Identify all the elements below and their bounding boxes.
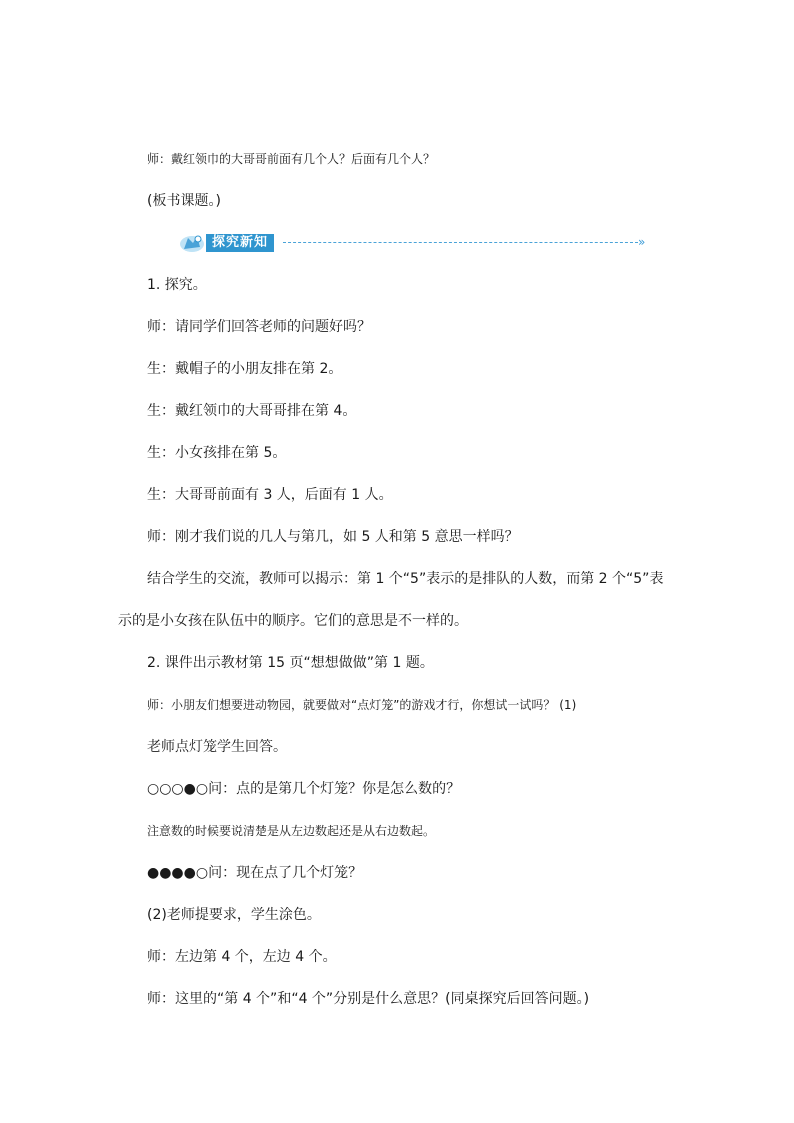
lantern-question: ●●●●○问：现在点了几个灯笼？ [147,865,363,881]
double-arrow-icon: » [638,235,646,249]
paragraph-line: 示的是小女孩在队伍中的顺序。它们的意思是不一样的。 [118,613,468,629]
dialogue-line: 师：左边第 4 个，左边 4 个。 [147,949,337,965]
section-title: 探究新知 [206,234,274,252]
section-header-explore [178,232,653,254]
step-heading-1: 1. 探究。 [147,277,207,293]
dialogue-line: 生：戴帽子的小朋友排在第 2。 [147,361,343,377]
dialogue-line: 生：戴红领巾的大哥哥排在第 4。 [147,403,357,419]
note-line: 注意数的时候要说清楚是从左边数起还是从右边数起。 [147,824,436,838]
dialogue-line: 师：刚才我们说的几人与第几，如 5 人和第 5 意思一样吗？ [147,529,519,545]
dialogue-line: 师：请同学们回答老师的问题好吗？ [147,319,371,335]
dialogue-line: 师：这里的“第 4 个”和“4 个”分别是什么意思？(同桌探究后回答问题。) [147,991,590,1007]
lantern-question: ○○○●○问：点的是第几个灯笼？你是怎么数的？ [147,781,461,797]
explore-icon [178,233,206,253]
step-heading-2: 2. 课件出示教材第 15 页“想想做做”第 1 题。 [147,655,434,671]
dialogue-line: 师：小朋友们想要进动物园，就要做对“点灯笼”的游戏才行，你想试一试吗？ (1) [147,698,577,712]
dialogue-line: 生：大哥哥前面有 3 人，后面有 1 人。 [147,487,393,503]
blackboard-note: (板书课题。) [147,193,221,209]
teacher-question-line: 师：戴红领巾的大哥哥前面有几个人？后面有几个人？ [147,152,436,166]
paragraph-line: (2)老师提要求，学生涂色。 [147,907,321,923]
dialogue-line: 生：小女孩排在第 5。 [147,445,287,461]
paragraph-line: 结合学生的交流，教师可以揭示：第 1 个“5”表示的是排队的人数，而第 2 个“5”表 [147,571,664,587]
paragraph-line: 老师点灯笼学生回答。 [147,739,287,755]
section-divider [283,242,638,243]
